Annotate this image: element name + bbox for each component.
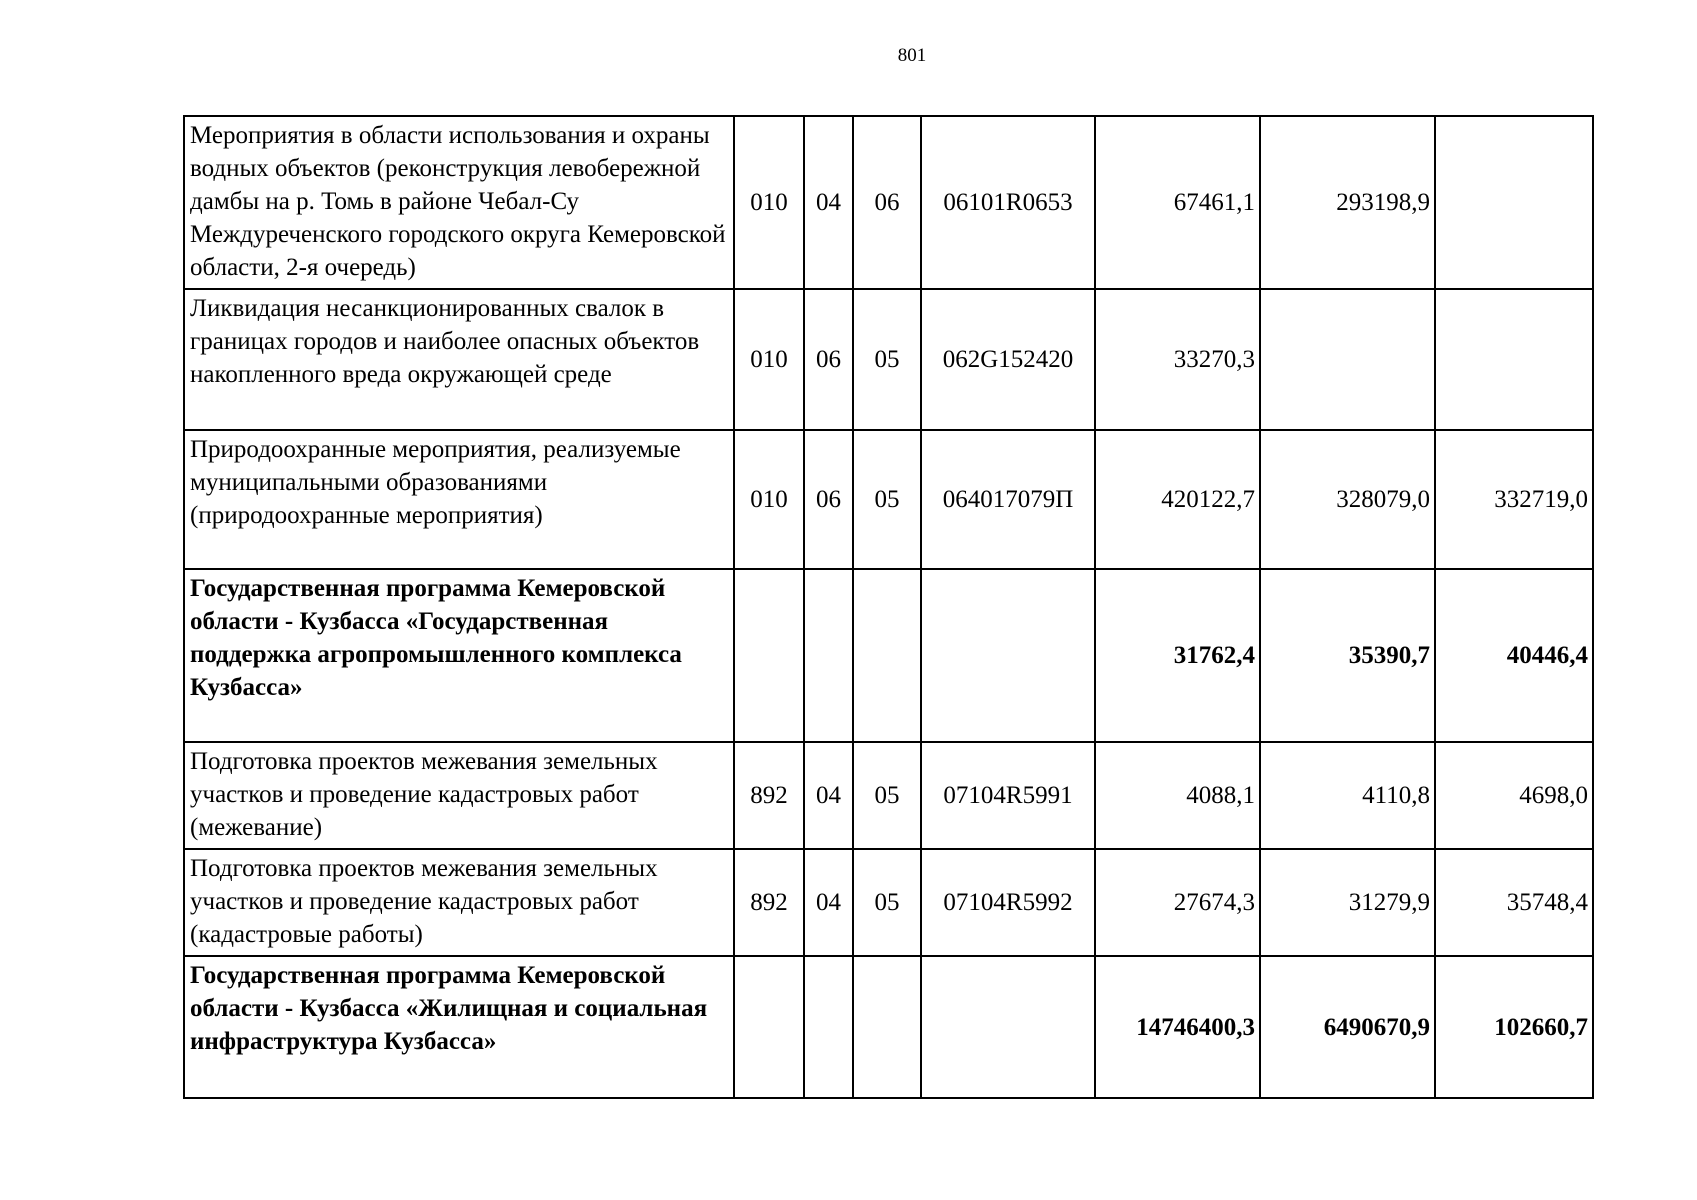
- row-section-code: 04: [804, 742, 853, 849]
- row-gr-code: [734, 569, 804, 742]
- table-row: [184, 569, 1593, 742]
- row-amount-year-3: 332719,0: [1435, 430, 1593, 569]
- row-target-article: 07104R5991: [921, 742, 1095, 849]
- row-name: Природоохранные мероприятия, реализуемые муниципальными образованиями (природоохранные мероприятия): [184, 430, 734, 569]
- table-row: [184, 116, 1593, 289]
- row-amount-year-3: 40446,4: [1435, 569, 1593, 742]
- row-section-code: 06: [804, 430, 853, 569]
- row-name: Государственная программа Кемеровской области - Кузбасса «Жилищная и социальная инфраструктура Кузбасса»: [184, 956, 734, 1098]
- row-name: Подготовка проектов межевания земельных участков и проведение кадастровых работ (межевание): [184, 742, 734, 849]
- row-name: Мероприятия в области использования и охраны водных объектов (реконструкция левобережной дамбы на р. Томь в районе Чебал-Су Междуреченского городского округа Кемеровской области, 2-я очередь): [184, 116, 734, 289]
- row-name: Подготовка проектов межевания земельных участков и проведение кадастровых работ (кадастровые работы): [184, 849, 734, 956]
- row-gr-code: [734, 956, 804, 1098]
- row-amount-year-1: 67461,1: [1095, 116, 1260, 289]
- row-subsection-code: [853, 956, 921, 1098]
- row-section-code: [804, 569, 853, 742]
- row-gr-code: 892: [734, 849, 804, 956]
- table-row: [184, 289, 1593, 430]
- row-amount-year-2: 31279,9: [1260, 849, 1435, 956]
- row-amount-year-1: 31762,4: [1095, 569, 1260, 742]
- table-row: [184, 956, 1593, 1098]
- row-section-code: [804, 956, 853, 1098]
- row-subsection-code: 05: [853, 742, 921, 849]
- row-gr-code: 892: [734, 742, 804, 849]
- row-name: Ликвидация несанкционированных свалок в границах городов и наиболее опасных объектов накопленного вреда окружающей среде: [184, 289, 734, 430]
- row-amount-year-2: 35390,7: [1260, 569, 1435, 742]
- row-target-article: [921, 569, 1095, 742]
- row-amount-year-2: 4110,8: [1260, 742, 1435, 849]
- row-amount-year-1: 4088,1: [1095, 742, 1260, 849]
- row-target-article: 062G152420: [921, 289, 1095, 430]
- row-amount-year-2: 293198,9: [1260, 116, 1435, 289]
- row-target-article: 07104R5992: [921, 849, 1095, 956]
- row-subsection-code: [853, 569, 921, 742]
- row-amount-year-2: 328079,0: [1260, 430, 1435, 569]
- row-subsection-code: 05: [853, 849, 921, 956]
- row-amount-year-3: 102660,7: [1435, 956, 1593, 1098]
- row-amount-year-1: 14746400,3: [1095, 956, 1260, 1098]
- row-target-article: 06101R0653: [921, 116, 1095, 289]
- table-row: [184, 742, 1593, 849]
- row-target-article: [921, 956, 1095, 1098]
- row-amount-year-3: 4698,0: [1435, 742, 1593, 849]
- row-amount-year-1: 33270,3: [1095, 289, 1260, 430]
- row-subsection-code: 05: [853, 430, 921, 569]
- row-name: Государственная программа Кемеровской области - Кузбасса «Государственная поддержка агропромышленного комплекса Кузбасса»: [184, 569, 734, 742]
- row-amount-year-2: [1260, 289, 1435, 430]
- row-amount-year-1: 420122,7: [1095, 430, 1260, 569]
- row-section-code: 04: [804, 116, 853, 289]
- row-amount-year-1: 27674,3: [1095, 849, 1260, 956]
- row-amount-year-3: 35748,4: [1435, 849, 1593, 956]
- row-gr-code: 010: [734, 430, 804, 569]
- row-amount-year-3: [1435, 289, 1593, 430]
- page-number: 801: [897, 45, 927, 66]
- row-gr-code: 010: [734, 116, 804, 289]
- row-amount-year-3: [1435, 116, 1593, 289]
- row-gr-code: 010: [734, 289, 804, 430]
- row-section-code: 04: [804, 849, 853, 956]
- row-target-article: 064017079П: [921, 430, 1095, 569]
- row-amount-year-2: 6490670,9: [1260, 956, 1435, 1098]
- budget-table: [183, 115, 1594, 1099]
- row-subsection-code: 06: [853, 116, 921, 289]
- row-subsection-code: 05: [853, 289, 921, 430]
- row-section-code: 06: [804, 289, 853, 430]
- table-row: [184, 849, 1593, 956]
- table-row: [184, 430, 1593, 569]
